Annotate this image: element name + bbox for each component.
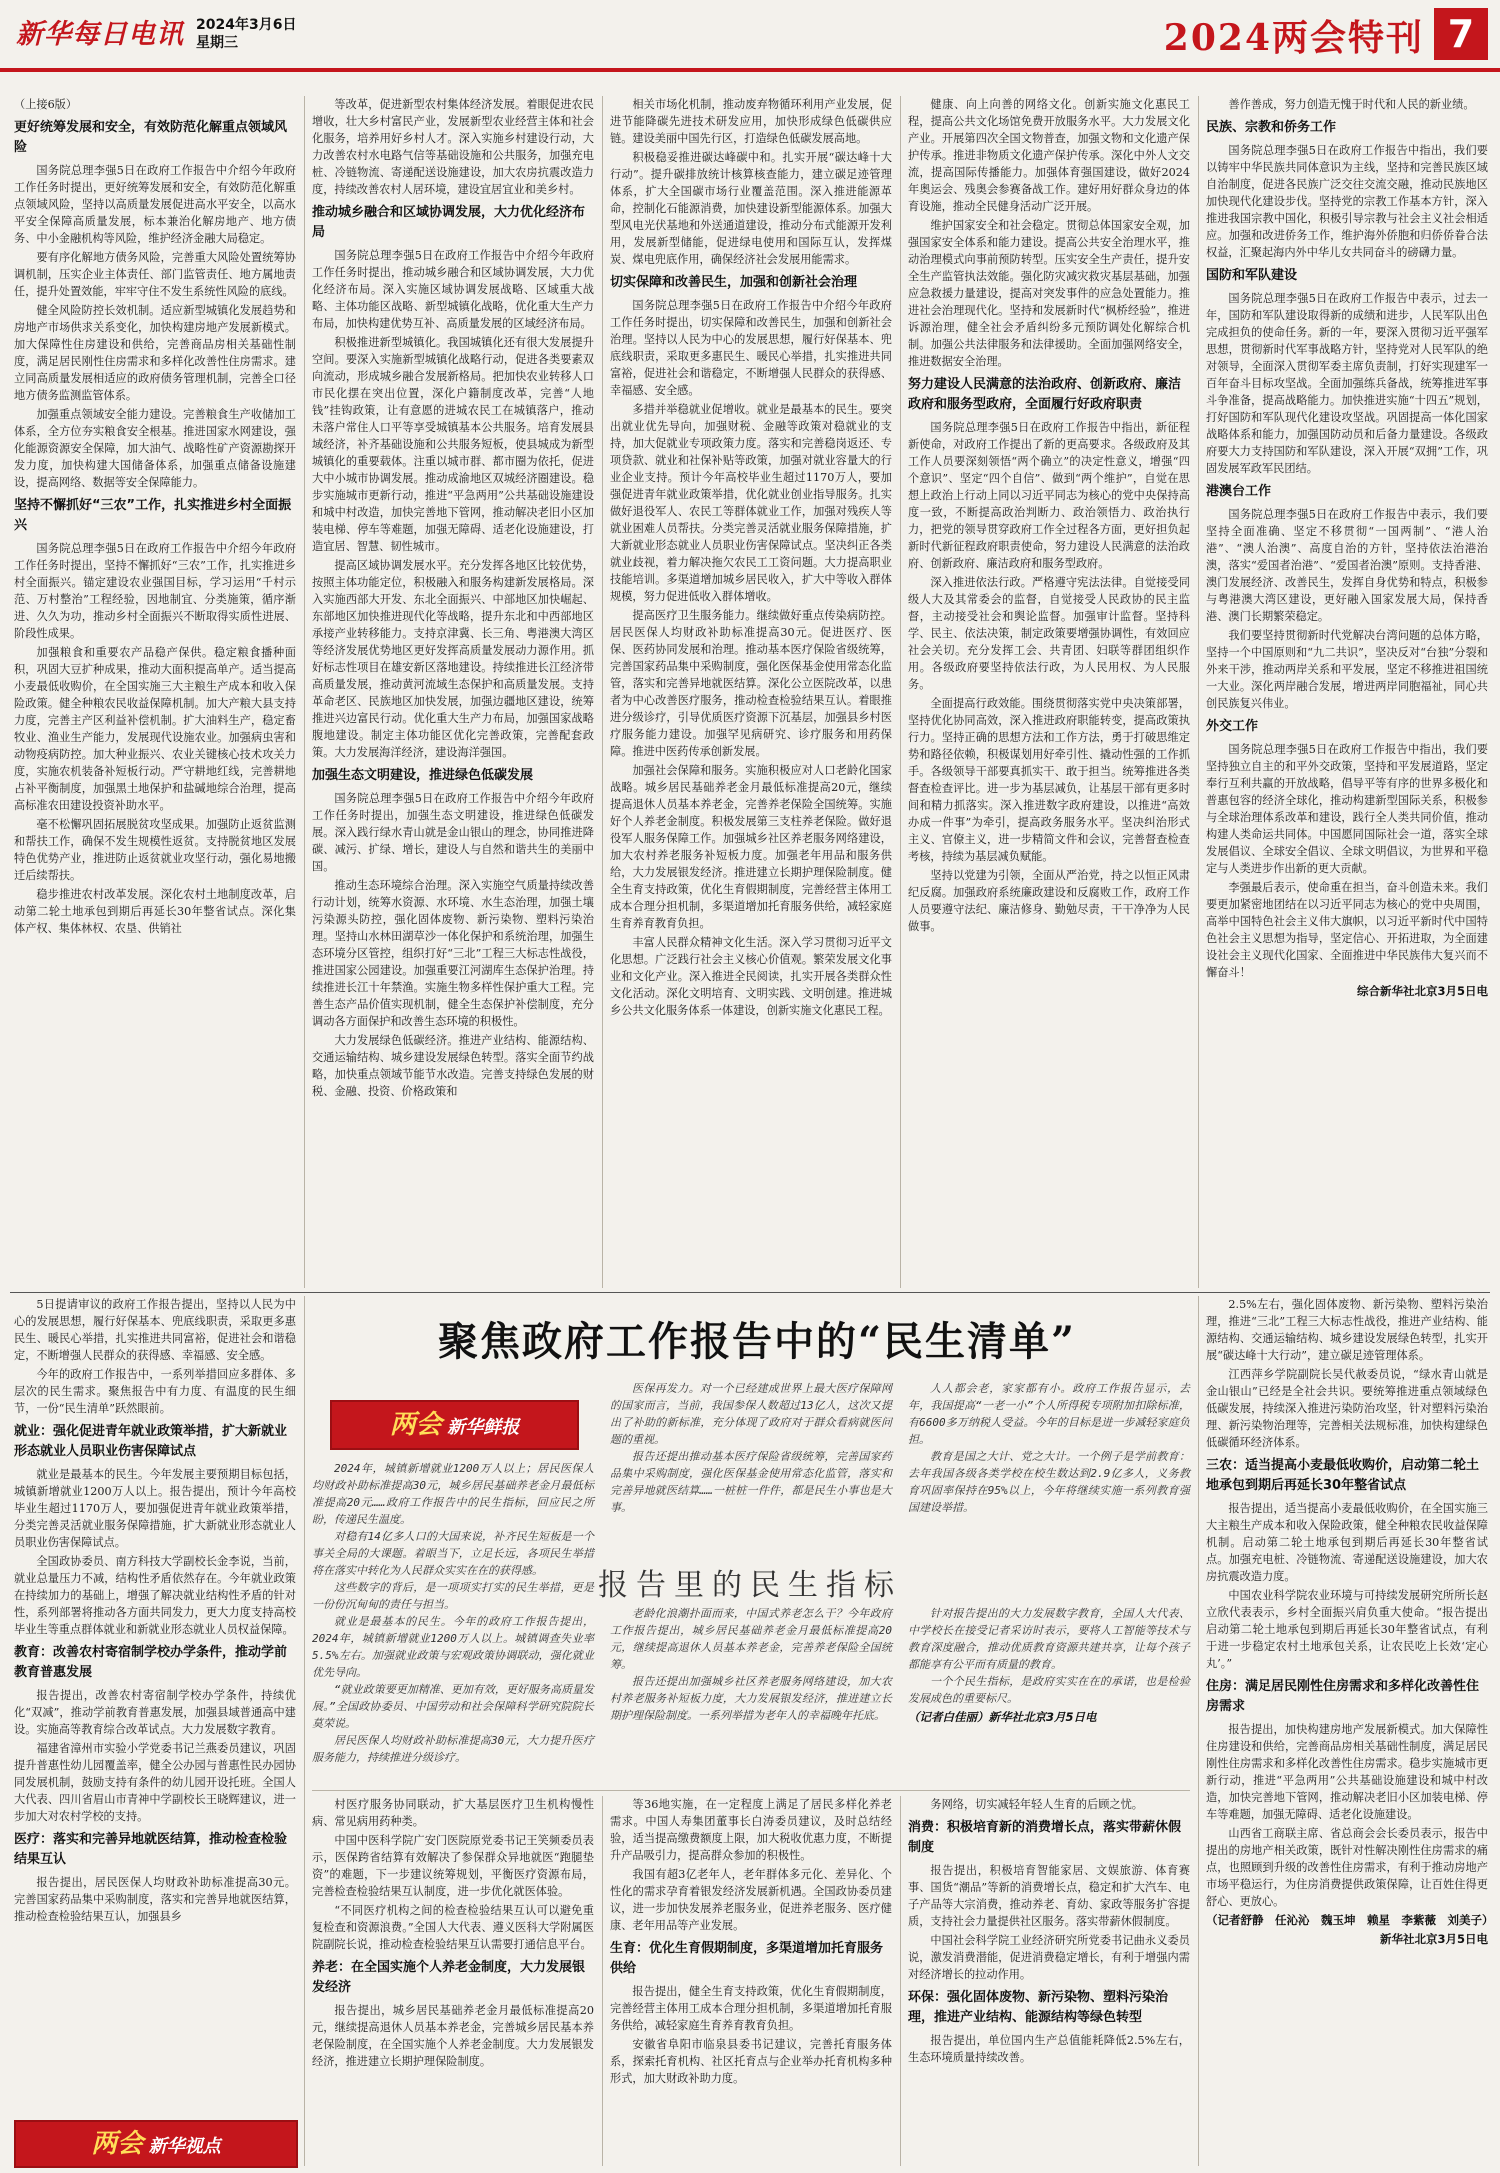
paragraph: 5日提请审议的政府工作报告提出，坚持以人民为中心的发展思想，履行好保基本、兜底线职责，采取更多惠民生、暖民心举措，扎实推进共同富裕，促进社会和谐稳定，不断增强人民群众的获得感、幸福感、安全感。 (14, 1298, 296, 1362)
intro-paragraph: 2024年，城镇新增就业1200万人以上；居民医保人均财政补助标准提高30元，城乡居民基础养老金月最低标准提高20元……政府工作报告中的民生指标，回应民之所盼，传递民生温度。 (312, 1462, 594, 1526)
intro-paragraph: 报告还提出推动基本医疗保险省级统筹，完善国家药品集中采购制度，强化医保基金使用常态化监管，落实和完善异地就医结算……一桩桩一件件，都是民生小事也是大事。 (610, 1450, 892, 1514)
bottom-column-right (1206, 1296, 1494, 2166)
paragraph: 维护国家安全和社会稳定。贯彻总体国家安全观，加强国家安全体系和能力建设。提高公共安全治理水平，推动治理模式向事前预防转型。压实安全生产责任，提升安全生产监管执法效能。强化防灾减灾救灾基层基础，加强应急救援力量建设，提高对突发事件的应急处置能力。推进社会治理现代化。坚持和发展新时代“枫桥经验”，推进诉源治理，健全社会矛盾纠纷多元预防调处化解综合机制。加强公共法律服务和法律援助。全面加强网络安全，推进数据安全治理。 (908, 219, 1190, 368)
paragraph: 国务院总理李强5日在政府工作报告中指出，我们要坚持独立自主的和平外交政策，坚持和平发展道路，坚定奉行互利共赢的开放战略，倡导平等有序的世界多极化和普惠包容的经济全球化，推动构建新型国际关系，积极参与全球治理体系改革和建设，践行全人类共同价值，推动构建人类命运共同体。中国愿同国际社会一道，落实全球发展倡议、全球安全倡议、全球文明倡议，为世界和平稳定与人类进步作出新的更大贡献。 (1206, 743, 1488, 875)
paragraph: 我们要坚持贯彻新时代党解决台湾问题的总体方略，坚持一个中国原则和“九二共识”，坚决反对“台独”分裂和外来干涉，推动两岸关系和平发展，坚定不移推进祖国统一大业。深化两岸融合发展，增进两岸同胞福祉，同心共创民族复兴伟业。 (1206, 629, 1488, 710)
intro-paragraph: 这些数字的背后，是一项项实打实的民生举措，更是一份份沉甸甸的责任与担当。 (312, 1581, 594, 1611)
paragraph: 福建省漳州市实验小学党委书记兰燕委员建议，巩固提升普惠性幼儿园覆盖率，健全公办园与普惠性民办园协同发展机制，鼓励支持有条件的幼儿园开设托班。全国人大代表、四川省眉山市青神中学副校长王晓辉建议，进一步加大对农村学校的支持。 (14, 1742, 296, 1823)
section-heading: 教育：改善农村寄宿制学校办学条件，推动学前教育普惠发展 (14, 1645, 288, 1680)
date-text: 2024年3月6日 (196, 17, 297, 33)
intro-paragraph: “就业政策要更加精准、更加有效，更好服务高质量发展。”全国政协委员、中国劳动和社会保障科学研究院院长莫荣说。 (312, 1683, 594, 1730)
intro-paragraph: 医保再发力。对一个已经建成世界上最大医疗保障网的国家而言，当前，我国参保人数超过13亿人，这次又提出了补助的新标准，充分体现了政府对于群众看病就医问题的重视。 (610, 1382, 892, 1446)
badge-xinhua-fresh (330, 1400, 579, 1450)
paragraph: 中国中医科学院广安门医院原党委书记王笑频委员表示，医保跨省结算有效解决了参保群众异地就医“跑腿垫资”的难题，下一步建议统筹规划，平衡医疗资源布局，完善检查检验结果互认制度，进一步优化就医体验。 (312, 1834, 594, 1898)
paragraph: 安徽省阜阳市临泉县委书记建议，完善托育服务体系，探索托育机构、社区托育点与企业举办托育机构多种形式，加大财政补助力度。 (610, 2038, 892, 2085)
paragraph: 山西省工商联主席、省总商会会长委员表示，报告中提出的房地产相关政策，既针对性解决刚性住房需求的痛点，也照顾到升级的改善性住房需求，有利于推动房地产市场平稳运行，为住房消费提供政策保障，让百姓住得更舒心、更放心。 (1206, 1827, 1488, 1908)
paragraph: 国务院总理李强5日在政府工作报告中介绍今年政府工作任务时提出，坚持不懈抓好“三农”工作，扎实推进乡村全面振兴。锚定建设农业强国目标，学习运用“千村示范、万村整治”工程经验，因地制宜、分类施策，循序渐进、久久为功，推动乡村全面振兴不断取得实质性进展、阶段性成果。 (14, 542, 296, 640)
paragraph: 报告提出，健全生育支持政策，优化生育假期制度，完善经营主体用工成本合理分担机制，多渠道增加托育服务供给，减轻家庭生育养育教育负担。 (610, 1985, 892, 2032)
paragraph: 国务院总理李强5日在政府工作报告中指出，我们要以铸牢中华民族共同体意识为主线，坚持和完善民族区域自治制度，促进各民族广泛交往交流交融，推动民族地区加快现代化建设步伐。坚持党的宗教工作基本方针，深入推进我国宗教中国化，积极引导宗教与社会主义社会相适应。加强和改进侨务工作，维护海外侨胞和归侨侨眷合法权益，汇聚起海内外中华儿女共同奋斗的磅礴力量。 (1206, 144, 1488, 259)
section-heading: 推动城乡融合和区域协调发展，大力优化经济布局 (312, 205, 586, 240)
paragraph: 国务院总理李强5日在政府工作报告中介绍今年政府工作任务时提出，加强生态文明建设，推进绿色低碳发展。深入践行绿水青山就是金山银山的理念，协同推进降碳、减污、扩绿、增长，建设人与自然和谐共生的美丽中国。 (312, 792, 594, 873)
paragraph: 加强粮食和重要农产品稳产保供。稳定粮食播种面积，巩固大豆扩种成果，推动大面积提高单产。适当提高小麦最低收购价，在全国实施三大主粮生产成本和收入保险政策。健全种粮农民收益保障机制。加大产粮大县支持力度，完善主产区利益补偿机制。扩大油料生产，稳定畜牧业、渔业生产能力，发展现代设施农业。加强病虫害和动物疫病防控。加大种业振兴、农业关键核心技术攻关力度，实施农机装备补短板行动。严守耕地红线，完善耕地占补平衡制度，加强黑土地保护和盐碱地综合治理，提高高标准农田建设投资补助水平。 (14, 646, 296, 812)
intro-paragraph: 老龄化浪潮扑面而来，中国式养老怎么干？今年政府工作报告提出，城乡居民基础养老金月最低标准提高20元，继续提高退休人员基本养老金，完善养老保险全国统筹。 (610, 1607, 892, 1671)
paragraph: 善作善成，努力创造无愧于时代和人民的新业绩。 (1228, 98, 1475, 111)
paragraph: 国务院总理李强5日在政府工作报告中介绍今年政府工作任务时提出，推动城乡融合和区域协调发展，大力优化经济布局。深入实施区域协调发展战略、区域重大战略、主体功能区战略、新型城镇化战略，优化重大生产力布局，加快构建优势互补、高质量发展的区域经济布局。 (312, 249, 594, 330)
section-heading: 加强生态文明建设，推进绿色低碳发展 (312, 768, 534, 783)
paragraph: “不同医疗机构之间的检查检验结果互认可以避免重复检查和资源浪费。”全国人大代表、遵义医科大学附属医院副院长说，推动检查检验结果互认需要打通信息平台。 (312, 1904, 594, 1951)
section-heading: 切实保障和改善民生，加强和创新社会治理 (610, 275, 858, 290)
column-divider (602, 1796, 603, 2166)
bottom-column-left (14, 1296, 296, 2166)
bottom-column-3 (610, 1796, 892, 2166)
paragraph: 今年的政府工作报告中，一系列举措回应多群体、多层次的民生需求。聚焦报告中有力度、有温度的民生细节，一份“民生清单”跃然眼前。 (14, 1368, 296, 1415)
paragraph: 就业是最基本的民生。今年发展主要预期目标包括，城镇新增就业1200万人以上。报告提出，预计今年高校毕业生超过1170万人，要加强促进青年就业政策举措，分类完善灵活就业服务保障措施，扩大新就业形态就业人员职业伤害保障试点。 (14, 1468, 296, 1549)
paragraph: 健全风险防控长效机制。适应新型城镇化发展趋势和房地产市场供求关系变化，加快构建房地产发展新模式。加大保障性住房建设和供给，完善商品房相关基础性制度，满足居民刚性住房需求和多样化改善性住房需求。建立同高质量发展相适应的政府债务管理机制，完善全口径地方债务监测监管体系。 (14, 304, 296, 402)
section-heading: 医疗：落实和完善异地就医结算，推动检查检验结果互认 (14, 1832, 288, 1867)
masthead (0, 0, 1500, 68)
paragraph: 国务院总理李强5日在政府工作报告中表示，我们要坚持全面准确、坚定不移贯彻“一国两制”、“港人治港”、“澳人治澳”、高度自治的方针，坚持依法治港治澳，落实“爱国者治港”、“爱国者治澳”原则。支持香港、澳门发展经济、改善民生，发挥自身优势和特点，积极参与粤港澳大湾区建设，更好融入国家发展大局，保持香港、澳门长期繁荣稳定。 (1206, 508, 1488, 623)
paragraph: 全面提高行政效能。围绕贯彻落实党中央决策部署，坚持优化协同高效，深入推进政府职能转变，提高政策执行力。坚持正确的思想方法和工作方法，勇于打破思维定势和路径依赖，积极谋划用好牵引性、撬动性强的工作抓手。各级领导干部要真抓实干、敢于担当。统筹推进各类督查检查评比。进一步为基层减负，让基层干部有更多时间和精力抓落实。深入推进数字政府建设，以推进“高效办成一件事”为牵引，提高政务服务水平。坚决纠治形式主义、官僚主义，进一步精简文件和会议，完善督查检查考核，持续为基层减负赋能。 (908, 697, 1190, 863)
intro-column-3 (908, 1380, 1190, 1560)
intro-column-2 (610, 1380, 892, 1560)
paragraph: 2.5%左右，强化固体废物、新污染物、塑料污染治理，推进“三北”工程三大标志性战役，推进产业结构、能源结构、交通运输结构、城乡建设发展绿色转型，扎实开展“碳达峰十大行动”，建立碳足迹管理体系。 (1206, 1298, 1488, 1362)
column-divider (304, 96, 305, 1288)
paragraph: 等改革，促进新型农村集体经济发展。着眼促进农民增收，壮大乡村富民产业，发展新型农业经营主体和社会化服务，培养用好乡村人才。深入实施乡村建设行动，大力改善农村水电路气信等基础设施和公共服务，加强充电桩、冷链物流、寄递配送设施建设，加大农房抗震改造力度，持续改善农村人居环境，建设宜居宜业和美乡村。 (312, 98, 594, 196)
section-heading: 环保：强化固体废物、新污染物、塑料污染治理，推进产业结构、能源结构等绿色转型 (908, 1990, 1169, 2025)
paragraph: 深入推进依法行政。严格遵守宪法法律。自觉接受同级人大及其常委会的监督，自觉接受人民政协的民主监督，主动接受社会和舆论监督。加强审计监督。坚持科学、民主、依法决策，制定政策要增强协调性，有效回应社会关切。充分发挥工会、共青团、妇联等群团组织作用。各级政府要坚持依法行政，为人民用权、为人民服务。 (908, 576, 1190, 691)
paragraph: 大力发展绿色低碳经济。推进产业结构、能源结构、交通运输结构、城乡建设发展绿色转型。落实全面节约战略，加快重点领域节能节水改造。完善支持绿色发展的财税、金融、投资、价格政策和 (312, 1034, 594, 1098)
paragraph: 提高区域协调发展水平。充分发挥各地区比较优势，按照主体功能定位，积极融入和服务构建新发展格局。深入实施西部大开发、东北全面振兴、中部地区加快崛起、东部地区加快推进现代化等战略，提升东北和中西部地区承接产业转移能力。支持京津冀、长三角、粤港澳大湾区等经济发展优势地区更好发挥高质量发展动力源作用。抓好标志性项目在雄安新区落地建设。持续推进长江经济带高质量发展，推动黄河流域生态保护和高质量发展。支持革命老区、民族地区加快发展，加强边疆地区建设，统筹推进兴边富民行动。优化重大生产力布局，加强国家战略腹地建设。制定主体功能区优化完善政策，完善配套政策。大力发展海洋经济，建设海洋强国。 (312, 559, 594, 759)
byline: （记者舒静 任沁沁 魏玉坤 赖星 李紫薇 刘美子） (1206, 1913, 1494, 1927)
paragraph: 我国有超3亿老年人，老年群体多元化、差异化、个性化的需求孕育着银发经济发展新机遇。全国政协委员建议，进一步加快发展养老服务业，促进养老服务、医疗健康、老年用品等产业发展。 (610, 1868, 892, 1932)
section-heading: 民族、宗教和侨务工作 (1206, 120, 1337, 135)
badge-small-text: 新华鲜报 (447, 1417, 520, 1438)
paragraph: 积极推进新型城镇化。我国城镇化还有很大发展提升空间。要深入实施新型城镇化战略行动，促进各类要素双向流动，形成城乡融合发展新格局。把加快农业转移人口市民化摆在突出位置，深化户籍制度改革，完善“人地钱”挂钩政策，让有意愿的进城农民工在城镇落户，推动未落户常住人口平等享受城镇基本公共服务。培育发展县域经济，补齐基础设施和公共服务短板，使县城成为新型城镇化的重要载体。注重以城市群、都市圈为依托，促进大中小城市协调发展。推动成渝地区双城经济圈建设。稳步实施城市更新行动，推进“平急两用”公共基础设施建设和城中村改造，加快完善地下管网，推动解决老旧小区加装电梯、停车等难题，加强无障碍、适老化设施建设，打造宜居、智慧、韧性城市。 (312, 336, 594, 553)
bottom-column-4 (908, 1796, 1190, 2166)
issue-date (196, 16, 296, 52)
column-divider (304, 1296, 305, 2166)
paragraph: 国务院总理李强5日在政府工作报告中介绍今年政府工作任务时提出，更好统筹发展和安全，有效防范化解重点领域风险，坚持以高质量发展促进高水平安全，以高水平安全保障高质量发展，标本兼治化解房地产、地方债务、中小金融机构等风险，维护经济金融大局稳定。 (14, 164, 296, 245)
paragraph: 丰富人民群众精神文化生活。深入学习贯彻习近平文化思想。广泛践行社会主义核心价值观。繁荣发展文化事业和文化产业。深入推进全民阅读，扎实开展各类群众性文化活动。深化文明培育、文明实践、文明创建。推进城乡公共文化服务体系一体建设，创新实施文化惠民工程。 (610, 936, 892, 1017)
intro-paragraph: 教育是国之大计、党之大计。一个例子是学前教育：去年我国各级各类学校在校生数达到2.9亿多人，义务教育巩固率保持在95%以上，今年将继续实施一系列教育强国建设举措。 (908, 1450, 1190, 1514)
intro-paragraph: 报告还提出加强城乡社区养老服务网络建设，加大农村养老服务补短板力度，大力发展银发经济，推进建立长期护理保险制度。一系列举措为老年人的幸福晚年托底。 (610, 1675, 892, 1722)
section-heading: 生育：优化生育假期制度，多渠道增加托育服务供给 (610, 1941, 884, 1976)
paragraph: 国务院总理李强5日在政府工作报告中表示，过去一年，国防和军队建设取得新的成绩和进步，人民军队出色完成担负的使命任务。新的一年，要深入贯彻习近平强军思想，贯彻新时代军事战略方针，坚持党对人民军队的绝对领导，全面深入贯彻军委主席负责制，打好实现建军一百年奋斗目标攻坚战。全面加强练兵备战，统筹推进军事斗争准备，提高战略能力。加快推进实施“十四五”规划，打好国防和军队现代化建设攻坚战。巩固提高一体化国家战略体系和能力，加强国防动员和后备力量建设。各级政府要大力支持国防和军队建设，深入开展“双拥”工作，巩固发展军政军民团结。 (1206, 292, 1488, 475)
special-edition-title: 2024两会特刊 (1163, 17, 1424, 59)
paragraph: 报告提出，适当提高小麦最低收购价，在全国实施三大主粮生产成本和收入保险政策，健全种粮农民收益保障机制。启动第二轮土地承包到期后再延长30年整省试点。加强充电桩、冷链物流、寄递配送设施建设，加大农房抗震改造力度。 (1206, 1502, 1488, 1583)
column-divider (1198, 96, 1199, 1288)
column-divider (900, 96, 901, 1288)
section-heading: 住房：满足居民刚性住房需求和多样化改善性住房需求 (1206, 1679, 1480, 1714)
section-heading: 就业：强化促进青年就业政策举措，扩大新就业形态就业人员职业伤害保障试点 (14, 1424, 288, 1459)
newspaper-logo[interactable]: 新华每日电讯 (16, 19, 184, 50)
paragraph: 稳步推进农村改革发展。深化农村土地制度改革，启动第二轮土地承包到期后再延长30年整省试点。深化集体产权、集体林权、农垦、供销社 (14, 888, 296, 935)
intro-paragraph: 居民医保人均财政补助标准提高30元，大力提升医疗服务能力，持续推进分级诊疗。 (312, 1734, 594, 1764)
paragraph: 江西萍乡学院副院长吴代赦委员说，“绿水青山就是金山银山”已经是全社会共识。要统筹推进重点领域绿色低碳发展，持续深入推进污染防治攻坚，针对塑料污染治理、新污染物治理等，完善相关法规标准，加快构建绿色低碳循环经济体系。 (1206, 1368, 1488, 1449)
feature-title: 聚焦政府工作报告中的“民生清单” (437, 1318, 1076, 1365)
badge-big-text: 两会 (389, 1410, 442, 1440)
column-divider (602, 96, 603, 1288)
badge-xinhua-viewpoint (14, 2120, 298, 2168)
top-column-1 (14, 96, 296, 1288)
section-heading: 港澳台工作 (1206, 484, 1272, 499)
paragraph: 积极稳妥推进碳达峰碳中和。扎实开展“碳达峰十大行动”。提升碳排放统计核算核查能力，建立碳足迹管理体系，扩大全国碳市场行业覆盖范围。深入推进能源革命，控制化石能源消费，加快建设新型能源体系。加强大型风电光伏基地和外送通道建设，推动分布式能源开发利用，发展新型储能，促进绿电使用和国际互认，发挥煤炭、煤电兜底作用，确保经济社会发展用能需求。 (610, 151, 892, 266)
section-heading: 努力建设人民满意的法治政府、创新政府、廉洁政府和服务型政府，全面履行好政府职责 (908, 377, 1182, 412)
page-number: 7 (1434, 8, 1488, 60)
paragraph: 务网络，切实减轻年轻人生育的后顾之忧。 (930, 1798, 1143, 1811)
paragraph: 中国农业科学院农业环境与可持续发展研究所所长赵立欣代表表示，乡村全面振兴肩负重大使命。“报告提出启动第二轮土地承包到期后再延长30年整省试点，有利于进一步稳定农村土地承包关系，让农民吃上长效‘定心丸’。” (1206, 1589, 1488, 1670)
paragraph: 等36地实施，在一定程度上满足了居民多样化养老需求。中国人寿集团董事长白涛委员建议，及时总结经验，适当提高缴费额度上限，加大税收优惠力度，不断提升产品吸引力，提高群众参加的积极性。 (610, 1798, 892, 1862)
paragraph: 报告提出，加快构建房地产发展新模式。加大保障性住房建设和供给，完善商品房相关基础性制度，满足居民刚性住房需求和多样化改善性住房需求。稳步实施城市更新行动，推进“平急两用”公共基础设施建设和城中村改造，加快完善地下管网，推动解决老旧小区加装电梯、停车等难题，加强无障碍、适老化设施建设。 (1206, 1723, 1488, 1821)
bottom-column-2 (312, 1796, 594, 2166)
paragraph: 全国政协委员、南方科技大学副校长金李说，当前，就业总量压力不减，结构性矛盾依然存在。今年就业政策在持续加力的基础上，增强了解决就业结构性矛盾的针对性，系列部署将推动各方面共同发力，更大力度支持高校毕业生等重点群体就业和新就业形态就业人员权益保障。 (14, 1555, 296, 1636)
continued-note: （上接6版） (14, 98, 78, 111)
paragraph: 多措并举稳就业促增收。就业是最基本的民生。要突出就业优先导向，加强财税、金融等政策对稳就业的支持，加大促就业专项政策力度。落实和完善稳岗返还、专项贷款、就业和社保补贴等政策，加强对就业容量大的行业企业支持。预计今年高校毕业生超过1170万人，要加强促进青年就业政策举措，优化就业创业指导服务。扎实做好退役军人、农民工等群体就业工作，加强对残疾人等就业困难人员帮扶。分类完善灵活就业服务保障措施，扩大新就业形态就业人员职业伤害保障试点。坚决纠正各类就业歧视，着力解决拖欠农民工工资问题。大力提高职业技能培训。多渠道增加城乡居民收入，扩大中等收入群体规模，努力促进低收入群体增收。 (610, 403, 892, 603)
paragraph: 坚持以党建为引领，全面从严治党，持之以恒正风肃纪反腐。加强政府系统廉政建设和反腐败工作，政府工作人员要遵守法纪、廉洁修身、勤勉尽责，干干净净为人民做事。 (908, 869, 1190, 933)
intro-paragraph: 就业是最基本的民生。今年的政府工作报告提出，2024年，城镇新增就业1200万人以上。城镇调查失业率5.5%左右。加强就业政策与宏观政策协调联动，强化就业优先导向。 (312, 1615, 594, 1679)
byline: 新华社北京3月5日电 (1379, 1932, 1488, 1946)
paragraph: 国务院总理李强5日在政府工作报告中介绍今年政府工作任务时提出，切实保障和改善民生，加强和创新社会治理。坚持以人民为中心的发展思想，履行好保基本、兜底线职责，采取更多惠民生、暖民心举措，扎实推进共同富裕，促进社会和谐稳定，不断增强人民群众的获得感、幸福感、安全感。 (610, 299, 892, 397)
paragraph: 加强社会保障和服务。实施积极应对人口老龄化国家战略。城乡居民基础养老金月最低标准提高20元，继续提高退休人员基本养老金，完善养老保险全国统筹。实施好个人养老金制度。积极发展第三支柱养老保险。做好退役军人服务保障工作。加强城乡社区养老服务网络建设，加大农村养老服务补短板力度。加强老年用品和服务供给，大力发展银发经济。推进建立长期护理保险制度。健全生育支持政策，优化生育假期制度，完善经营主体用工成本合理分担机制，多渠道增加托育服务供给，减轻家庭生育养育教育负担。 (610, 764, 892, 930)
paragraph: 相关市场化机制，推动废弃物循环利用产业发展，促进节能降碳先进技术研发应用，加快形成绿色低碳供应链。建设美丽中国先行区，打造绿色低碳发展高地。 (610, 98, 892, 145)
masthead-rule (0, 68, 1500, 72)
badge-big-text: 两会 (91, 2129, 144, 2159)
section-heading: 养老：在全国实施个人养老金制度，大力发展银发经济 (312, 1960, 586, 1995)
section-heading: 外交工作 (1206, 719, 1259, 734)
intro-paragraph: 对稳有14亿多人口的大国来说，补齐民生短板是一个事关全局的大课题。着眼当下，立足长远，各项民生举措将在落实中转化为人民群众实实在在的获得感。 (312, 1530, 594, 1577)
intro-paragraph: 人人都会老，家家都有小。政府工作报告显示，去年，我国提高“一老一小”个人所得税专项附加扣除标准，有6600多万纳税人受益。今年的目标是进一步减轻家庭负担。 (908, 1382, 1190, 1446)
paragraph: 中国社会科学院工业经济研究所党委书记曲永义委员说，激发消费潜能，促进消费稳定增长，有利于增强内需对经济增长的拉动作用。 (908, 1934, 1190, 1981)
top-column-4 (908, 96, 1190, 1288)
paragraph: 国务院总理李强5日在政府工作报告中指出，新征程新使命，对政府工作提出了新的更高要求。各级政府及其工作人员要深刻领悟“两个确立”的决定性意义，增强“四个意识”、坚定“四个自信”、做到“两个维护”，自觉在思想上政治上行动上同以习近平同志为核心的党中央保持高度一致，不断提高政治判断力、政治领悟力、政治执行力，把党的领导贯穿政府工作全过程各方面，更好担负起新时代新征程政府职责使命，努力建设人民满意的法治政府、创新政府、廉洁政府和服务型政府。 (908, 421, 1190, 570)
badge-small-text: 新华视点 (148, 2136, 221, 2157)
paragraph: 毫不松懈巩固拓展脱贫攻坚成果。加强防止返贫监测和帮扶工作，确保不发生规模性返贫。支持脱贫地区发展特色优势产业，推进防止返贫就业攻坚行动，强化易地搬迁后续帮扶。 (14, 818, 296, 882)
top-column-3 (610, 96, 892, 1288)
paragraph: 报告提出，单位国内生产总值能耗降低2.5%左右，生态环境质量持续改善。 (908, 2034, 1190, 2064)
feature-subtitle: 报告里的民生指标 (598, 1568, 902, 1603)
section-heading: 更好统筹发展和安全，有效防范化解重点领域风险 (14, 120, 288, 155)
paragraph: 报告提出，城乡居民基础养老金月最低标准提高20元，继续提高退休人员基本养老金，完善城乡居民基本养老保险制度，在全国实施个人养老金制度。大力发展银发经济，推进建立长期护理保险制度。 (312, 2004, 594, 2068)
section-heading: 国防和军队建设 (1206, 268, 1298, 283)
top-column-5 (1206, 96, 1488, 1288)
byline: （记者白佳丽）新华社北京3月5日电 (908, 1710, 1097, 1724)
weekday-text: 星期三 (196, 35, 238, 51)
intro-paragraph: 针对报告提出的大力发展数字教育，全国人大代表、中学校长在接受记者采访时表示，要将人工智能等技术与教育深度融合，推动优质教育资源共建共享，让每个孩子都能享有公平而有质量的教育。 (908, 1607, 1190, 1671)
paragraph: 要有序化解地方债务风险，完善重大风险处置统筹协调机制，压实企业主体责任、部门监管责任、地方属地责任，提升处置效能，牢牢守住不发生系统性风险的底线。 (14, 251, 296, 298)
paragraph: 报告提出，积极培育智能家居、文娱旅游、体育赛事、国货“潮品”等新的消费增长点，稳定和扩大汽车、电子产品等大宗消费，推动养老、育幼、家政等服务扩容提质，支持社会力量提供社区服务。落实带薪休假制度。 (908, 1864, 1190, 1928)
intro-column-5 (908, 1605, 1190, 1785)
section-heading: 三农：适当提高小麦最低收购价，启动第二轮土地承包到期后再延长30年整省试点 (1206, 1458, 1480, 1493)
column-divider (1198, 1296, 1199, 2166)
intro-paragraph: 一个个民生指标，是政府实实在在的承诺，也是检验发展成色的重要标尺。 (908, 1675, 1190, 1705)
paragraph: 推动生态环境综合治理。深入实施空气质量持续改善行动计划，统筹水资源、水环境、水生态治理，加强土壤污染源头防控，强化固体废物、新污染物、塑料污染治理。坚持山水林田湖草沙一体化保护和系统治理，加强生态环境分区管控，组织打好“三北”工程三大标志性战役，推进国家公园建设。加强重要江河湖库生态保护治理。持续推进长江十年禁渔。实施生物多样性保护重大工程。完善生态产品价值实现机制，健全生态保护补偿制度，充分调动各方面保护和改善生态环境的积极性。 (312, 879, 594, 1028)
paragraph: 报告提出，居民医保人均财政补助标准提高30元。完善国家药品集中采购制度，落实和完善异地就医结算，推动检查检验结果互认，加强县乡 (14, 1876, 296, 1923)
top-column-2 (312, 96, 594, 1288)
paragraph: 村医疗服务协同联动，扩大基层医疗卫生机构慢性病、常见病用药种类。 (312, 1798, 594, 1828)
intro-column-4 (610, 1605, 892, 1785)
section-heading: 消费：积极培育新的消费增长点，落实带薪休假制度 (908, 1820, 1182, 1855)
byline: 综合新华社北京3月5日电 (1356, 984, 1488, 998)
paragraph: 李强最后表示，使命重在担当，奋斗创造未来。我们要更加紧密地团结在以习近平同志为核心的党中央周围，高举中国特色社会主义伟大旗帜，以习近平新时代中国特色社会主义思想为指导，坚定信心、开拓进取，为全面建设社会主义现代化国家、全面推进中华民族伟大复兴而不懈奋斗！ (1206, 881, 1488, 979)
section-heading: 坚持不懈抓好“三农”工作，扎实推进乡村全面振兴 (14, 498, 292, 533)
paragraph: 健康、向上向善的网络文化。创新实施文化惠民工程，提高公共文化场馆免费开放服务水平。大力发展文化产业。开展第四次全国文物普查，加强文物和文化遗产保护传承。推进非物质文化遗产保护传承。深化中外人文交流，提高国际传播能力。加强体育强国建设，做好2024年奥运会、残奥会参赛备战工作。建好用好群众身边的体育设施，推动全民健身活动广泛开展。 (908, 98, 1190, 213)
paragraph: 报告提出，改善农村寄宿制学校办学条件，持续优化“双减”，推动学前教育普惠发展，加强县域普通高中建设。实施高等教育综合改革试点。大力发展数字教育。 (14, 1689, 296, 1736)
section-divider (10, 1292, 1490, 1293)
intro-divider (312, 1790, 1190, 1791)
column-divider (900, 1796, 901, 2166)
paragraph: 加强重点领域安全能力建设。完善粮食生产收储加工体系，全方位夯实粮食安全根基。推进国家水网建设，强化能源资源安全保障，加大油气、战略性矿产资源勘探开发力度，加快构建大国储备体系，加强重点储备设施建设，提高网络、数据等安全保障能力。 (14, 408, 296, 489)
paragraph: 提高医疗卫生服务能力。继续做好重点传染病防控。居民医保人均财政补助标准提高30元。促进医疗、医保、医药协同发展和治理。推动基本医疗保险省级统筹，完善国家药品集中采购制度，强化医保基金使用常态化监管，落实和完善异地就医结算。深化公立医院改革，以患者为中心改善医疗服务，推动检查检验结果互认。着眼推进分级诊疗，引导优质医疗资源下沉基层，加强县乡村医疗服务能力建设。加强罕见病研究、诊疗服务和用药保障。推进中医药传承创新发展。 (610, 609, 892, 758)
